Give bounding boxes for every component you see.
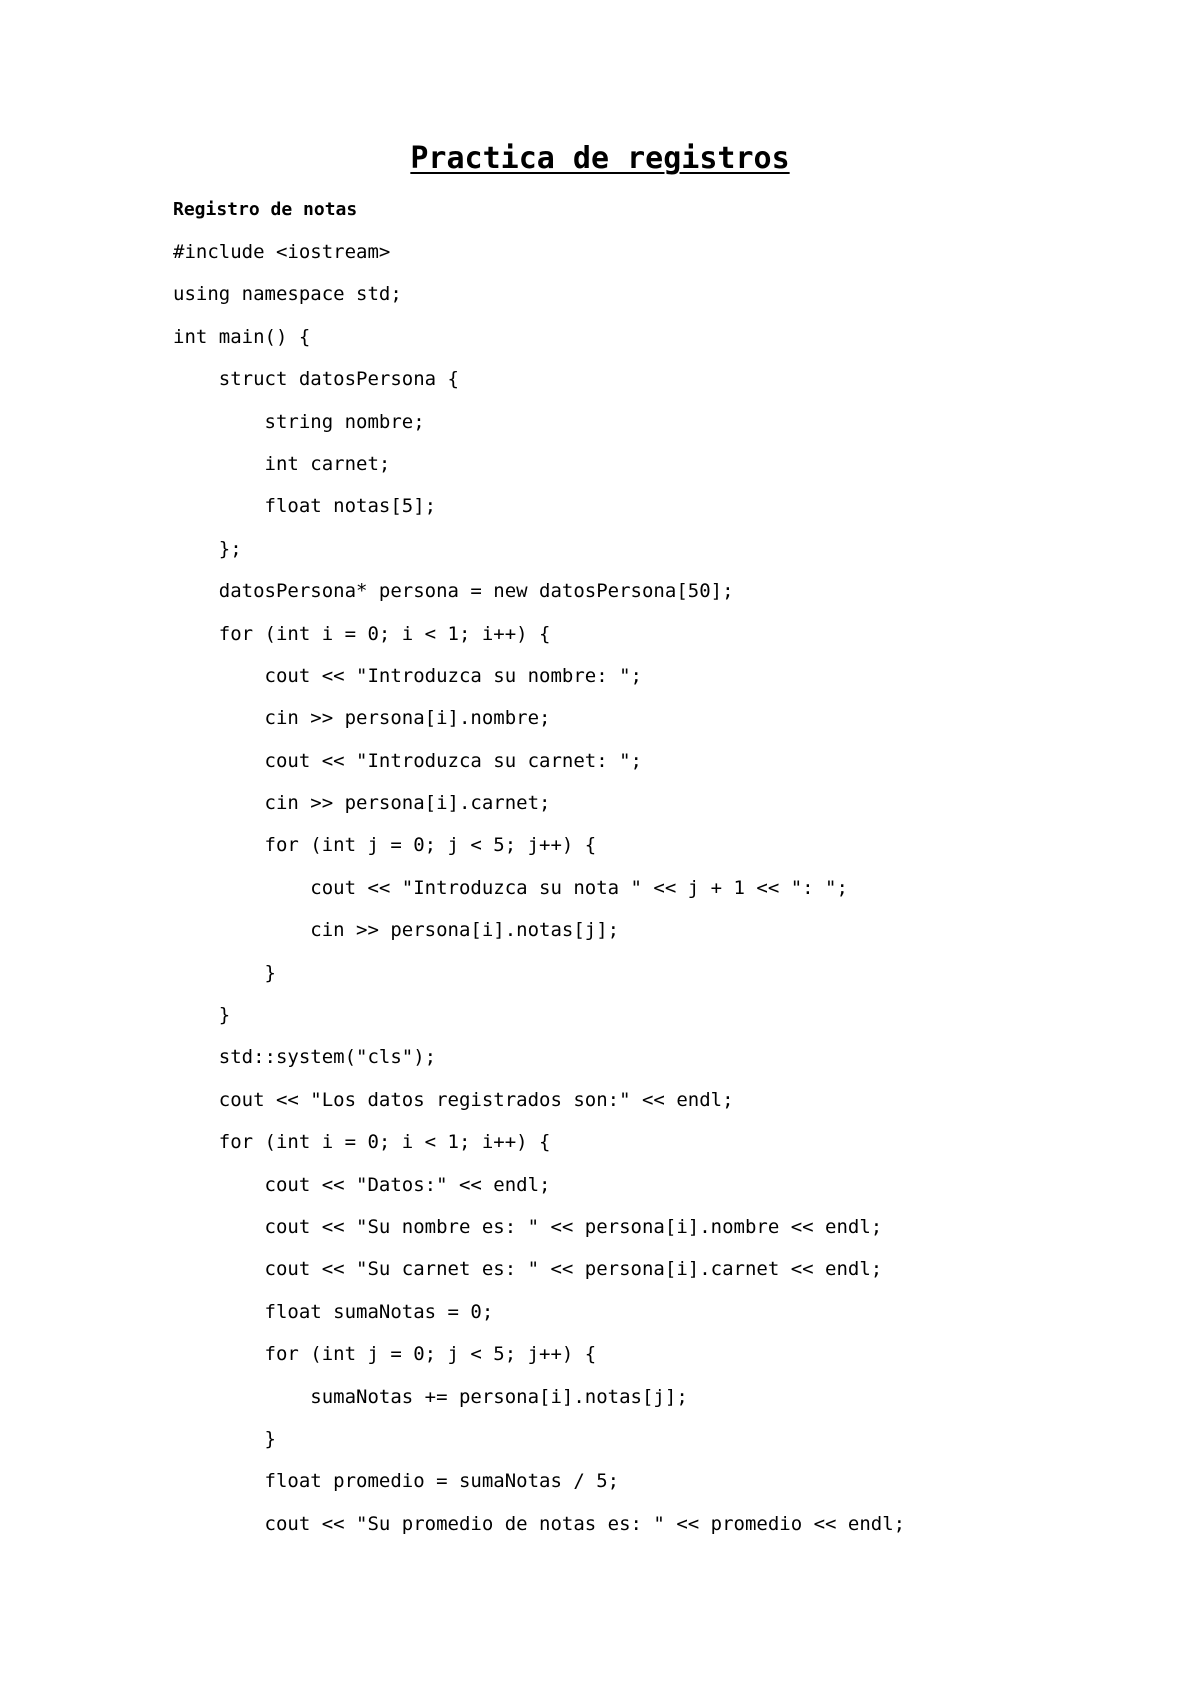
section-subtitle: Registro de notas (173, 199, 358, 220)
code-line: sumaNotas += persona[i].notas[j]; (173, 1385, 688, 1408)
code-line: struct datosPersona { (173, 368, 459, 391)
code-line: } (173, 1004, 231, 1027)
code-line: for (int j = 0; j < 5; j++) { (173, 834, 597, 857)
code-block (173, 240, 905, 1554)
code-line: float promedio = sumaNotas / 5; (173, 1470, 620, 1493)
code-line: cout << "Su promedio de notas es: " << promedio << endl; (173, 1512, 906, 1535)
code-line: cout << "Su carnet es: " << persona[i].carnet << endl; (173, 1258, 883, 1281)
code-line: } (173, 1427, 276, 1450)
code-line: cout << "Introduzca su nombre: "; (173, 664, 642, 687)
code-line: cout << "Datos:" << endl; (173, 1173, 551, 1196)
code-line: cout << "Su nombre es: " << persona[i].nombre << endl; (173, 1215, 883, 1238)
code-line: int carnet; (173, 452, 391, 475)
code-line: cin >> persona[i].notas[j]; (173, 919, 620, 942)
code-line: } (173, 961, 276, 984)
code-line: cout << "Introduzca su carnet: "; (173, 749, 642, 772)
code-line: float sumaNotas = 0; (173, 1300, 494, 1323)
code-line: using namespace std; (173, 283, 402, 306)
code-line: cin >> persona[i].carnet; (173, 792, 551, 815)
code-line: datosPersona* persona = new datosPersona[50]; (173, 580, 734, 603)
document-title-text: Practica de registros (410, 141, 790, 176)
code-line: cin >> persona[i].nombre; (173, 707, 551, 730)
code-line: string nombre; (173, 410, 425, 433)
code-line: float notas[5]; (173, 495, 437, 518)
code-line: for (int i = 0; i < 1; i++) { (173, 1131, 551, 1154)
code-line: cout << "Introduzca su nota " << j + 1 << ": "; (173, 876, 848, 899)
code-line: for (int j = 0; j < 5; j++) { (173, 1343, 597, 1366)
code-line: int main() { (173, 325, 311, 348)
document-title (0, 140, 1200, 178)
code-line: for (int i = 0; i < 1; i++) { (173, 622, 551, 645)
code-line: cout << "Los datos registrados son:" << endl; (173, 1088, 734, 1111)
code-line: #include <iostream> (173, 241, 391, 263)
code-line: std::system("cls"); (173, 1046, 437, 1069)
code-line: }; (173, 537, 242, 560)
